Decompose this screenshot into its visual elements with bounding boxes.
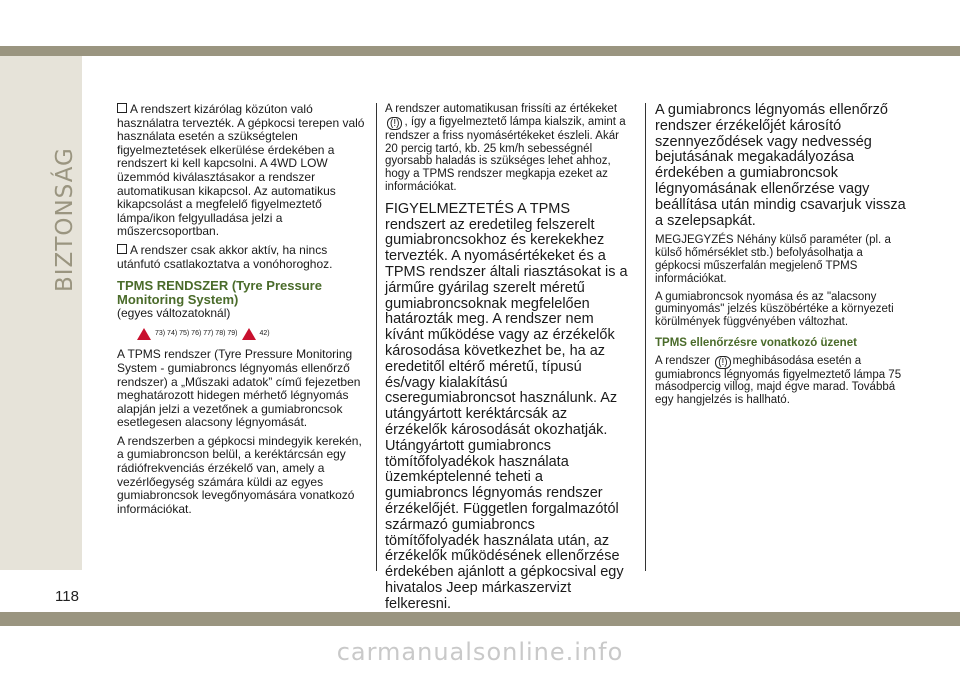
warning-triangle-icon — [137, 328, 151, 340]
watermark: carmanualsonline.info — [336, 638, 624, 666]
warning-paragraph: FIGYELMEZTETÉS A TPMS rendszert az eredetileg felszerelt gumiabroncsokhoz és kerekekhez tervezték. A nyomásértékeket és a TPMS rendszer általi riasztásokat is a járműre gyárilag szerelt méretű gumiabroncsoknak megfelelően határozták meg. A rendszer nem kívánt működése vagy az érzékelők károsodása következhet be, ha az eredetitől eltérő méretű, típusú és/vagy kialakítású cseregumiabroncsot használunk. Az utángyártott keréktárcsák az érzékelők károsodását okozhatják. Utángyártott gumiabroncs tömítőfolyadékok használata üzemképtelenné teheti a gumiabroncs légnyomás rendszer érzékelőjét. Független forgalmazótól származó gumiabroncs tömítőfolyadék használata után, az érzékelők működésének ellenőrzése érdekében ajánlott a gépkocsival egy hivatalos Jeep márkaszervizt felkeresni. — [385, 200, 628, 612]
paragraph: A gumiabroncs légnyomás ellenőrző rendszer érzékelőjét károsító szennyeződések vagy nedvesség bejutásának megakadályozása érdekében a gumiabroncsok légnyomásának ellenőrzése vagy beállítása után mindig csavarjuk vissza a szelepsapkát. — [655, 102, 906, 229]
paragraph: A rendszert kizárólag közúton való használatra tervezték. A gépkocsi terepen való használata esetén a szükségtelen figyelmeztetések elkerülése érdekében a rendszert ki kell kapcsolni. A 4WD LOW üzemmód kiválasztásakor a rendszer automatikusan kikapcsol. Az automatikus kikapcsolást a megfelelő figyelmeztető lámpa/ikon felgyulladása jelzi a műszercsoportban. — [117, 102, 365, 239]
paragraph: A gumiabroncsok nyomása és az "alacsony guminyomás" jelzés küszöbértéke a környezeti körülmények függvényében változhat. — [655, 290, 894, 329]
paragraph: A rendszer csak akkor aktív, ha nincs utánfutó csatlakoztatva a vonóhoroghoz. — [117, 242, 333, 271]
paragraph: A rendszer (!) meghibásodása esetén a gumiabroncs légnyomás figyelmeztető lámpa 75 másodpercig villog, majd égve marad. Továbbá egy hangjelzés is hallható. — [655, 354, 902, 407]
warning-triangle-icon — [242, 328, 256, 340]
paragraph: A rendszerben a gépkocsi mindegyik kerekén, a gumiabroncson belül, a keréktárcsán egy rádiófrekvenciás érzékelő van, amely a vezérlőegység számára küldi az egyes gumiabroncsok levegőnyomására vonatkozó információkat. — [117, 433, 362, 516]
section-heading: TPMS RENDSZER (Tyre Pressure Monitoring System) — [117, 278, 322, 308]
paragraph: A rendszer automatikusan frissíti az értékeket (!) , így a figyelmeztető lámpa kialszik, amint a rendszer a friss nyomásértékeket észleli. Akár 20 percig tartó, kb. 25 km/h sebességnél gyorsabb haladás is szükséges lehet ahhoz, hogy a TPMS rendszer megkapja ezeket az információkat. — [385, 103, 626, 193]
bottom-band — [0, 612, 960, 626]
checkbox-bullet-icon — [117, 244, 127, 254]
top-band — [0, 46, 960, 56]
column-divider — [645, 103, 646, 571]
section-heading: TPMS ellenőrzésre vonatkozó üzenet — [655, 336, 857, 349]
page-number: 118 — [55, 588, 79, 605]
tpms-warning-icon: (!) — [715, 356, 730, 369]
references: 73) 74) 75) 76) 77) 78) 79) 42) — [137, 327, 367, 341]
column-2 — [385, 103, 630, 618]
column-3 — [655, 103, 910, 412]
column-1 — [117, 103, 367, 521]
subheading: (egyes változatoknál) — [117, 306, 231, 321]
side-tab — [0, 56, 82, 570]
column-divider — [376, 103, 377, 571]
section-label: BIZTONSÁG — [52, 147, 78, 292]
checkbox-bullet-icon — [117, 103, 127, 113]
tpms-warning-icon: (!) — [387, 117, 402, 130]
note-paragraph: MEGJEGYZÉS Néhány külső paraméter (pl. a külső hőmérséklet stb.) befolyásolhatja a gépkocsi műszerfalán megjelenő TPMS információkat. — [655, 234, 891, 285]
paragraph: A TPMS rendszer (Tyre Pressure Monitoring System - gumiabroncs légnyomás ellenőrző rendszer) a „Műszaki adatok” című fejezetben meghatározott hidegen mérhető légnyomás alapján jelzi a vezetőnek a gumiabroncsok esetlegesen alacsony légnyomását. — [117, 347, 361, 430]
